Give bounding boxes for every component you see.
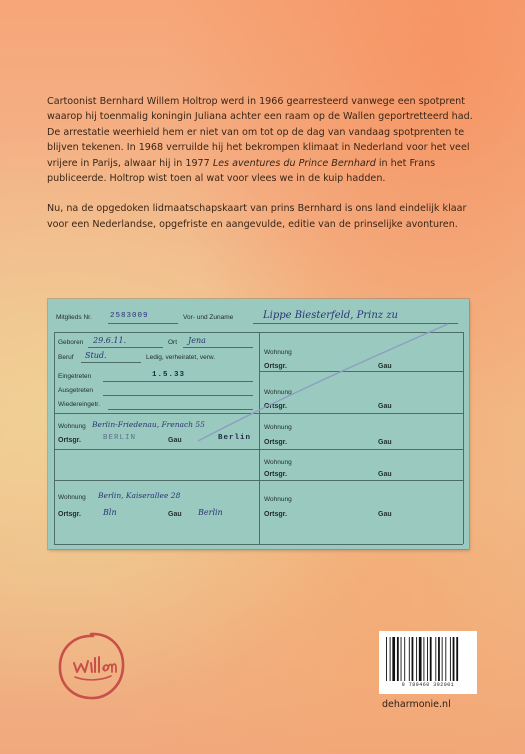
gau-label: Gau	[378, 439, 392, 446]
wiedereingetr-label: Wiedereingetr.	[58, 401, 100, 408]
wohnung-value: Berlin-Friedenau, Frenach 55	[92, 420, 205, 429]
ortsgr-label: Ortsgr.	[264, 403, 287, 410]
wohnung-value: Berlin, Kaiserallee 28	[98, 491, 181, 500]
wohnung-label: Wohnung	[58, 494, 86, 501]
gau-label: Gau	[168, 511, 182, 518]
gau-label: Gau	[378, 403, 392, 410]
gau-value: Berlin	[198, 508, 223, 517]
ortsgr-label: Ortsgr.	[264, 471, 287, 478]
blurb-text: Cartoonist Bernhard Willem Holtrop werd in 1966 gearresteerd vanwege een spotprent waarop hij toenmalig koningin Juliana achter een raam op de Wallen geportretteerd had. De arrestatie weerhield hem er niet van om tot op de dag van vandaag spotprenten te blijven tekenen. In 1968 verruilde hij het bekrompen klimaat in Nederland voor het veel vrijere in Parijs, alwaar hij in 1977	[47, 96, 473, 169]
ortsgr-value: Bln	[103, 508, 117, 517]
wohnung-label: Wohnung	[264, 496, 292, 503]
blurb-paragraph-1	[47, 94, 485, 186]
ortsgr-label: Ortsgr.	[264, 439, 287, 446]
willem-logo	[55, 630, 128, 703]
mitglieds-label: Mitglieds Nr.	[56, 314, 92, 321]
wohnung-label: Wohnung	[264, 459, 292, 466]
eingetreten-value: 1.5.33	[152, 371, 186, 379]
gau-label: Gau	[168, 437, 182, 444]
beruf-value: Stud.	[85, 351, 107, 360]
ortsgr-label: Ortsgr.	[58, 437, 81, 444]
wohnung-label: Wohnung	[264, 424, 292, 431]
wohnung-label: Wohnung	[58, 423, 86, 430]
beruf-label: Beruf	[58, 354, 74, 361]
membership-card	[48, 299, 469, 549]
mitglieds-number: 2583009	[110, 312, 149, 320]
gau-stamp: Berlin	[218, 434, 252, 442]
name-value: Lippe Biesterfeld, Prinz zu	[263, 310, 398, 321]
name-label: Vor- und Zuname	[183, 314, 234, 321]
book-title-italic: Les aventures du Prince Bernhard	[212, 157, 376, 169]
blurb-text: in het Frans publiceerde. Holtrop wist toen al wat voor vlees we in de kuip hadden.	[47, 157, 436, 185]
ortsgr-stamp: BERLIN	[103, 434, 137, 442]
gau-label: Gau	[378, 511, 392, 518]
barcode-bars	[386, 637, 470, 681]
wohnung-label: Wohnung	[264, 389, 292, 396]
geboren-label: Geboren	[58, 339, 84, 346]
geboren-value: 29.6.11.	[93, 336, 127, 345]
ortsgr-label: Ortsgr.	[58, 511, 81, 518]
isbn-barcode	[379, 631, 477, 694]
ortsgr-label: Ortsgr.	[264, 511, 287, 518]
ledig-label: Ledig, verheiratet, verw.	[146, 354, 216, 361]
ort-label: Ort	[168, 339, 178, 346]
cancellation-line	[48, 299, 469, 549]
gau-label: Gau	[378, 471, 392, 478]
isbn-digits: 9 789460 392001	[401, 682, 455, 688]
blurb-paragraph-2: Nu, na de opgedoken lidmaatschapskaart van prins Bernhard is ons land eindelijk klaar voor een Nederlandse, opgefriste en aangevulde, editie van de prinselijke avonturen.	[47, 203, 467, 230]
eingetreten-label: Eingetreten	[58, 373, 92, 380]
ortsgr-label: Ortsgr.	[264, 363, 287, 370]
back-cover-blurb	[47, 94, 485, 247]
ort-value: Jena	[188, 336, 206, 345]
ausgetreten-label: Ausgetreten	[58, 387, 94, 394]
wohnung-label: Wohnung	[264, 349, 292, 356]
gau-label: Gau	[378, 363, 392, 370]
publisher-website: deharmonie.nl	[382, 699, 451, 710]
